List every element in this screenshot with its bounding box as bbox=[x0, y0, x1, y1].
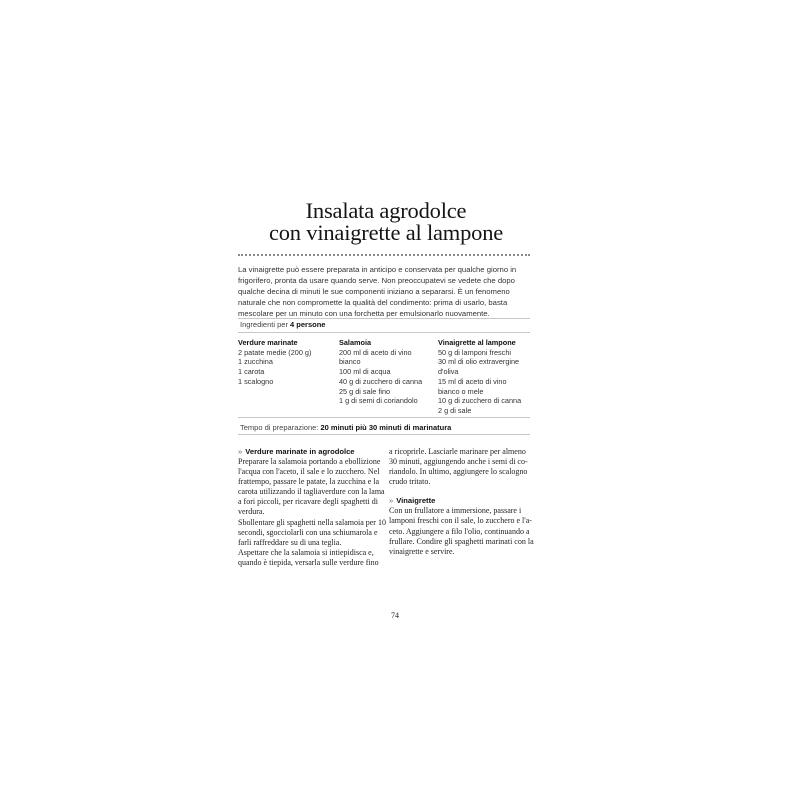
intro-line: frigorifero, pronta da usare quando serve. Non preoccupatevi se vedete che dopo bbox=[238, 276, 515, 285]
section-heading-vinaigrette bbox=[389, 496, 533, 506]
divider-line bbox=[238, 417, 530, 418]
prep-time-label: Tempo di preparazione: bbox=[240, 423, 319, 432]
ingredient-item: bianco bbox=[339, 357, 361, 367]
method-line: farli raffreddare su di una teglia. bbox=[238, 537, 342, 547]
method-line: riandolo. In ultimo, aggiungere lo scalogno bbox=[389, 467, 528, 477]
ingredients-heading: Salamoia bbox=[339, 338, 372, 347]
method-column-left bbox=[238, 447, 386, 568]
section-heading-text: Verdure marinate in agrodolce bbox=[245, 447, 355, 456]
ingredients-heading: Verdure marinate bbox=[238, 338, 298, 347]
method-line: frullare. Condire gli spaghetti marinati con la bbox=[389, 536, 534, 546]
ingredient-item: 30 ml di olio extravergine bbox=[438, 357, 520, 367]
intro-paragraph bbox=[238, 264, 534, 319]
method-column-right bbox=[389, 447, 533, 557]
method-line: frattempo, passare le patate, la zucchina e la bbox=[238, 477, 380, 487]
intro-line: mescolare per un minuto con una forchetta per emulsionarlo nuovamente. bbox=[238, 309, 490, 318]
method-line: carota utilizzando il tagliaverdure con la lama bbox=[238, 487, 385, 497]
method-text-verdure-continued bbox=[389, 447, 533, 487]
method-line: verdura. bbox=[238, 507, 265, 517]
prep-time-value: 20 minuti più 30 minuti di marinatura bbox=[320, 423, 452, 432]
section-heading-verdure bbox=[238, 447, 382, 457]
ingredient-item: 1 carota bbox=[238, 367, 265, 377]
ingredient-item: 15 ml di aceto di vino bbox=[438, 376, 507, 386]
method-text-vinaigrette bbox=[389, 506, 533, 556]
page-number: 74 bbox=[391, 611, 399, 620]
method-line: Sbollentare gli spaghetti nella salamoia per 10 bbox=[238, 517, 386, 527]
method-line: a fori piccoli, per ricavare degli spaghetti di bbox=[238, 497, 378, 507]
bullet-glyph: » bbox=[389, 496, 394, 506]
intro-line: La vinaigrette può essere preparata in anticipo e conservata per qualche giorno in bbox=[238, 265, 517, 274]
intro-line: naturale che non compromette la qualità del condimento: prima di usarlo, basta bbox=[238, 298, 508, 307]
ingredient-item: 50 g di lamponi freschi bbox=[438, 347, 512, 357]
servings-line bbox=[240, 320, 325, 330]
ingredient-item: 2 patate medie (200 g) bbox=[238, 347, 312, 357]
method-line: Preparare la salamoia portando a ebollizione bbox=[238, 457, 381, 466]
servings-label: Ingredienti per bbox=[240, 320, 288, 329]
method-line: quando è tiepida, versarla sulle verdure fino bbox=[238, 557, 379, 567]
bullet-glyph: » bbox=[238, 447, 243, 456]
ingredients-vinaigrette bbox=[438, 338, 521, 416]
servings-value: 4 persone bbox=[290, 320, 326, 329]
method-line: ceto. Aggiungere a filo l'olio, continuando a bbox=[389, 526, 530, 536]
divider-line bbox=[238, 434, 530, 435]
method-line: lamponi freschi con il sale, lo zucchero e l'a- bbox=[389, 516, 532, 526]
divider-line bbox=[238, 332, 530, 333]
section-heading-text: Vinaigrette bbox=[396, 496, 436, 506]
method-line: Aspettare che la salamoia si intiepidisca e, bbox=[238, 547, 374, 557]
ingredient-item: d'oliva bbox=[438, 367, 459, 377]
divider-line bbox=[238, 318, 530, 319]
method-line: l'acqua con l'aceto, il sale e lo zucchero. Nel bbox=[238, 467, 380, 477]
ingredient-item: 100 ml di acqua bbox=[339, 367, 391, 377]
ingredient-item: 200 ml di aceto di vino bbox=[339, 347, 412, 357]
method-line: a ricoprirle. Lasciarle marinare per almeno bbox=[389, 447, 526, 456]
title-line-2: con vinaigrette al lampone bbox=[268, 220, 504, 245]
ingredient-item: 1 zucchina bbox=[238, 357, 273, 367]
method-line: Con un frullatore a immersione, passare i bbox=[389, 506, 522, 516]
ingredient-item: 1 scalogno bbox=[238, 376, 274, 386]
method-line: secondi, sgocciolarli con una schiumarola e bbox=[238, 527, 378, 537]
ingredients-heading: Vinaigrette al lampone bbox=[438, 338, 516, 347]
intro-line: qualche decina di minuti le sue componenti iniziano a separarsi. È un fenomeno bbox=[238, 287, 510, 296]
ingredients-verdure bbox=[238, 338, 311, 387]
ingredient-item: 2 g di sale bbox=[438, 405, 472, 415]
recipe-title bbox=[238, 200, 534, 244]
ingredient-item: 10 g di zucchero di canna bbox=[438, 396, 522, 406]
method-text-verdure bbox=[238, 457, 386, 568]
ingredient-item: 1 g di semi di coriandolo bbox=[339, 396, 418, 406]
method-line: vinaigrette e servire. bbox=[389, 546, 455, 556]
dotted-divider bbox=[238, 254, 530, 256]
ingredient-item: 25 g di sale fino bbox=[339, 386, 391, 396]
prep-time-line bbox=[240, 423, 451, 433]
ingredients-salamoia bbox=[339, 338, 422, 406]
method-line: crudo tritato. bbox=[389, 477, 431, 487]
method-line: 30 minuti, aggiungendo anche i semi di co- bbox=[389, 457, 528, 467]
ingredient-item: 40 g di zucchero di canna bbox=[339, 376, 423, 386]
title-line-1: Insalata agrodolce bbox=[305, 198, 467, 223]
ingredient-item: bianco o mele bbox=[438, 386, 484, 396]
